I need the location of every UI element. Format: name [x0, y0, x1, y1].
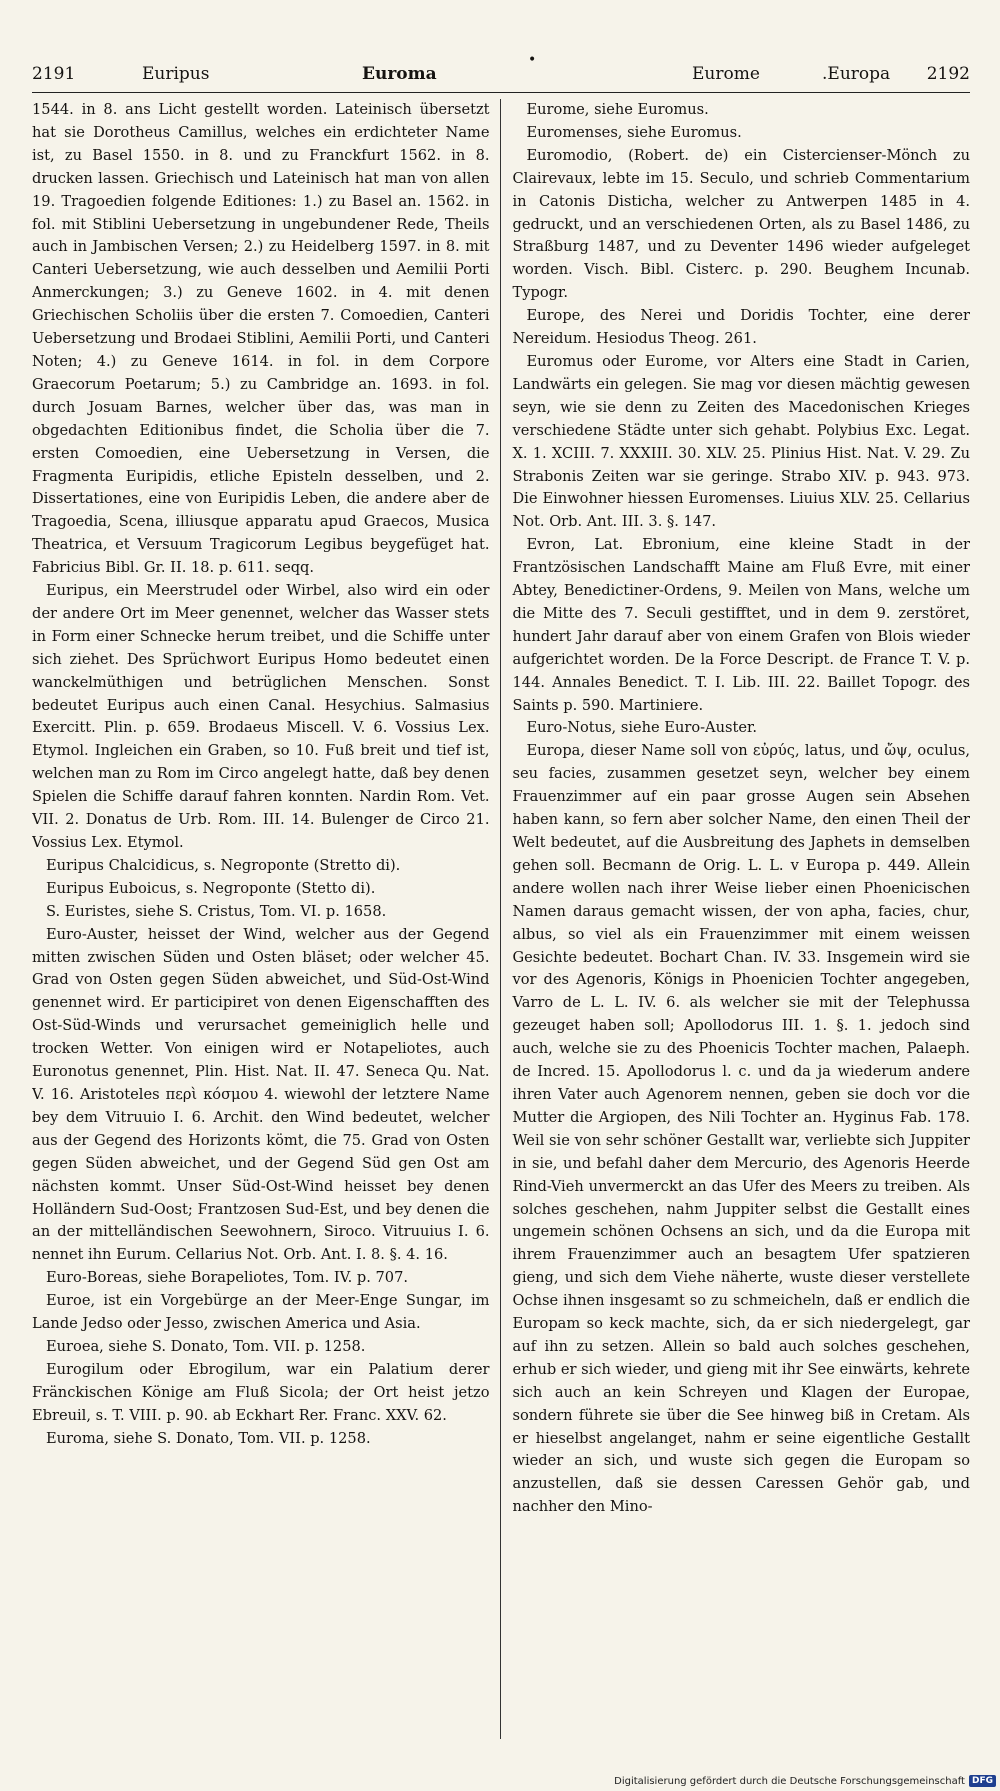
page-number-left: 2191 [32, 64, 76, 84]
entry: Euripus Euboicus, s. Negroponte (Stetto di). [46, 879, 376, 897]
entry: Euroma, siehe S. Donato, Tom. VII. p. 1258. [46, 1429, 371, 1447]
catchword-left-2: Euroma [362, 64, 437, 84]
entry: Eurogilum oder Ebrogilum, war ein Palatium derer Fränckischen Könige am Fluß Sicola; der Ort heist jetzo Ebreuil, s. T. VIII. p. 90. ab Eckhart Rer. Franc. XXV. 62. [32, 1360, 490, 1424]
entry: 1544. in 8. ans Licht gestellt worden. Lateinisch übersetzt hat sie Dorotheus Camillus, welches ein erdichteter Name ist, zu Basel 1550. in 8. und zu Franckfurt 1562. in 8. drucken lassen. Griechisch und Lateinisch hat man von allen 19. Tragoedien folgende Editiones: 1.) zu Basel an. 1562. in fol. mit Stiblini Uebersetzung in ungebundener Rede, Theils auch in Jambischen Versen; 2.) zu Heidelberg 1597. in 8. mit Canteri Uebersetzung, wie auch desselben und Aemilii Porti Anmerckungen; 3.) zu Geneve 1602. in 4. mit denen Griechischen Scholiis über die ersten 7. Comoedien, Canteri Uebersetzung und Brodaei Stiblini, Aemilii Porti, und Canteri Noten; 4.) zu Geneve 1614. in fol. in dem Corpore Graecorum Poetarum; 5.) zu Cambridge an. 1693. in fol. durch Josuam Barnes, welcher über das, was man in obgedachten Editionibus findet, die Scholia über die 7. ersten Comoedien, eine Uebersetzung in Versen, die Fragmenta Euripidis, etliche Episteln desselben, und 2. Dissertationes, eine von Euripidis Leben, die andere aber de Tragoedia, Scena, illiusque apparatu apud Graecos, Musica Theatrica, et Versuum Tragicorum Legibus beygefüget hat. Fabricius Bibl. Gr. II. 18. p. 611. seqq. [32, 101, 490, 577]
entry: Europa, dieser Name soll von εὐρύς, latus, und ὤψ, oculus, seu facies, zusammen gesetzet seyn, welcher bey einem Frauenzimmer auf ein paar grosse Augen sein Absehen haben kann, so fern aber solcher Name, den einen Theil der Welt bedeutet, auf die Ausbreitung des Japhets in demselben gehen soll. Becmann de Orig. L. L. v Europa p. 449. Allein andere wollen nach ihrer Weise lieber einen Phoenicischen Namen daraus gemacht wissen, der von apha, facies, chur, albus, so viel als ein Frauenzimmer mit einem weissen Gesichte bedeutet. Bochart Chan. IV. 33. Insgemein wird sie vor des Agenoris, Königs in Phoenicien Tochter angegeben, Varro de L. L. IV. 6. als welcher sie mit der Telephussa gezeuget haben soll; Apollodorus III. 1. §. 1. jedoch sind auch, welche sie zu des Phoenicis Tochter machen, Palaeph. de Incred. 15. Apollodorus l. c. und da ja wiederum andere ihren Vater auch Agenorem nennen, geben sie doch vor die Mutter die Argiopen, des Nili Tochter an. Hyginus Fab. 178. Weil sie von sehr schöner Gestallt war, verliebte sich Juppiter in sie, und befahl daher dem Mercurio, des Agenoris Heerde Rind-Vieh unvermerckt an das Ufer des Meers zu treiben. Als solches geschehen, nahm Juppiter selbst die Gestallt eines ungemein schönen Ochsens an sich, und da die Europa mit ihrem Frauenzimmer auch an besagtem Ufer spatzieren gieng, und sich dem Viehe näherte, wuste dieser verstellete Ochse ihnen insgesamt so zu schmeicheln, daß er endlich die Europam so keck machte, sich, da er sich niedergelegt, gar auf ihn zu setzen. Allein so bald auch solches geschehen, erhub er sich wieder, und gieng mit ihr See einwärts, kehrete sich auch an kein Schreyen und Klagen der Europae, sondern führete sie über die See hinweg biß in Cretam. Als er hieselbst angelanget, nahm er seine eigentliche Gestallt wieder an sich, und wuste sich gegen die Europam so anzustellen, daß sie dessen Caressen Gehör gab, und nachher den Mino- [512, 742, 970, 1516]
entry: S. Euristes, siehe S. Cristus, Tom. VI. p. 1658. [46, 902, 387, 920]
digitization-credit [614, 1775, 996, 1787]
entry: Eurome, siehe Euromus. [526, 101, 709, 118]
catchword-right-2: .Europa [822, 64, 891, 84]
running-header [32, 56, 970, 93]
catchword-left-1: Euripus [142, 64, 210, 84]
entry: Europe, des Nerei und Doridis Tochter, eine derer Nereidum. Hesiodus Theog. 261. [512, 307, 970, 348]
entry: Euripus, ein Meerstrudel oder Wirbel, also wird ein oder der andere Ort im Meer genennet, welcher das Wasser stets in Form einer Schnecke herum treibet, und die Schiffe unter sich ziehet. Des Sprüchwort Euripus Homo bedeutet einen wanckelmüthigen und betrüglichen Menschen. Sonst bedeutet Euripus auch einen Canal. Hesychius. Salmasius Exercitt. Plin. p. 659. Brodaeus Miscell. V. 6. Vossius Lex. Etymol. Ingleichen ein Graben, so 10. Fuß breit und tief ist, welchen man zu Rom im Circo angelegt hatte, daß bey denen Spielen die Schiffe darauf fahren konnten. Nardin Rom. Vet. VII. 2. Donatus de Urb. Rom. III. 14. Bulenger de Circo 21. Vossius Lex. Etymol. [32, 582, 490, 851]
left-column [32, 99, 500, 1739]
entry: Euro-Boreas, siehe Borapeliotes, Tom. IV. p. 707. [46, 1269, 409, 1287]
entry: Euro-Auster, heisset der Wind, welcher aus der Gegend mitten zwischen Süden und Osten bläset; oder welcher 45. Grad von Osten gegen Süden abweichet, und Süd-Ost-Wind genennet wird. Er participiret von denen Eigenschafften des Ost-Süd-Winds und verursachet gemeiniglich helle und trocken Wetter. Von einigen wird er Notapeliotes, auch Euronotus genennet, Plin. Hist. Nat. II. 47. Seneca Qu. Nat. V. 16. Aristoteles περὶ κόσμου 4. wiewohl der letztere Name bey dem Vitruuio I. 6. Archit. den Wind bedeutet, welcher aus der Gegend des Horizonts kömt, die 75. Grad von Osten gegen Süden abweichet, und der Gegend Süd gen Ost am nächsten kommt. Unser Süd-Ost-Wind heisset bey denen Holländern Sud-Oost; Frantzosen Sud-Est, und bey denen die an der mittelländischen Seewohnern, Siroco. Vitruuius I. 6. nennet ihn Eurum. Cellarius Not. Orb. Ant. I. 8. §. 4. 16. [32, 925, 490, 1264]
right-column [501, 99, 971, 1739]
entry: Euroe, ist ein Vorgebürge an der Meer-Enge Sungar, im Lande Jedso oder Jesso, zwischen America und Asia. [32, 1292, 490, 1333]
catchword-right-1: Eurome [692, 64, 760, 84]
entry: Euroea, siehe S. Donato, Tom. VII. p. 1258. [46, 1337, 366, 1355]
credit-text: Digitalisierung gefördert durch die Deutsche Forschungsgemeinschaft [614, 1775, 965, 1787]
entry: Euromodio, (Robert. de) ein Cistercienser-Mönch zu Clairevaux, lebte im 15. Seculo, und schrieb Commentarium in Catonis Disticha, welcher zu Antwerpen 1485 in 4. gedruckt, und an verschiedenen Orten, als zu Basel 1486, zu Straßburg 1487, und zu Deventer 1496 wieder aufgeleget worden. Visch. Bibl. Cisterc. p. 290. Beughem Incunab. Typogr. [512, 146, 970, 302]
entry: Euromenses, siehe Euromus. [526, 123, 742, 141]
page-number-right: 2192 [926, 64, 970, 84]
entry: Euromus oder Eurome, vor Alters eine Stadt in Carien, Landwärts ein gelegen. Sie mag vor diesen mächtig gewesen seyn, wie sie denn zu Zeiten des Macedonischen Krieges verschiedene Städte unter sich gehabt. Polybius Exc. Legat. X. 1. XCIII. 7. XXXIII. 30. XLV. 25. Plinius Hist. Nat. V. 29. Zu Strabonis Zeiten war sie geringe. Strabo XIV. p. 943. 973. Die Einwohner hiessen Euromenses. Liuius XLV. 25. Cellarius Not. Orb. Ant. III. 3. §. 147. [512, 352, 970, 531]
top-mark: • [528, 52, 537, 68]
entry: Euripus Chalcidicus, s. Negroponte (Stretto di). [46, 856, 401, 874]
entry: Evron, Lat. Ebronium, eine kleine Stadt in der Frantzösischen Landschafft Maine am Fluß Evre, mit einer Abtey, Benedictiner-Ordens, 9. Meilen von Mans, welche um die Mitte des 7. Seculi gestifftet, und in dem 9. zerstöret, hundert Jahr darauf aber von einem Grafen von Blois wieder aufgerichtet worden. De la Force Descript. de France T. V. p. 144. Annales Benedict. T. I. Lib. III. 22. Baillet Topogr. des Saints p. 590. Martiniere. [512, 536, 970, 714]
text-columns [32, 99, 970, 1739]
entry: Euro-Notus, siehe Euro-Auster. [526, 719, 757, 737]
dfg-logo: DFG [969, 1775, 996, 1787]
